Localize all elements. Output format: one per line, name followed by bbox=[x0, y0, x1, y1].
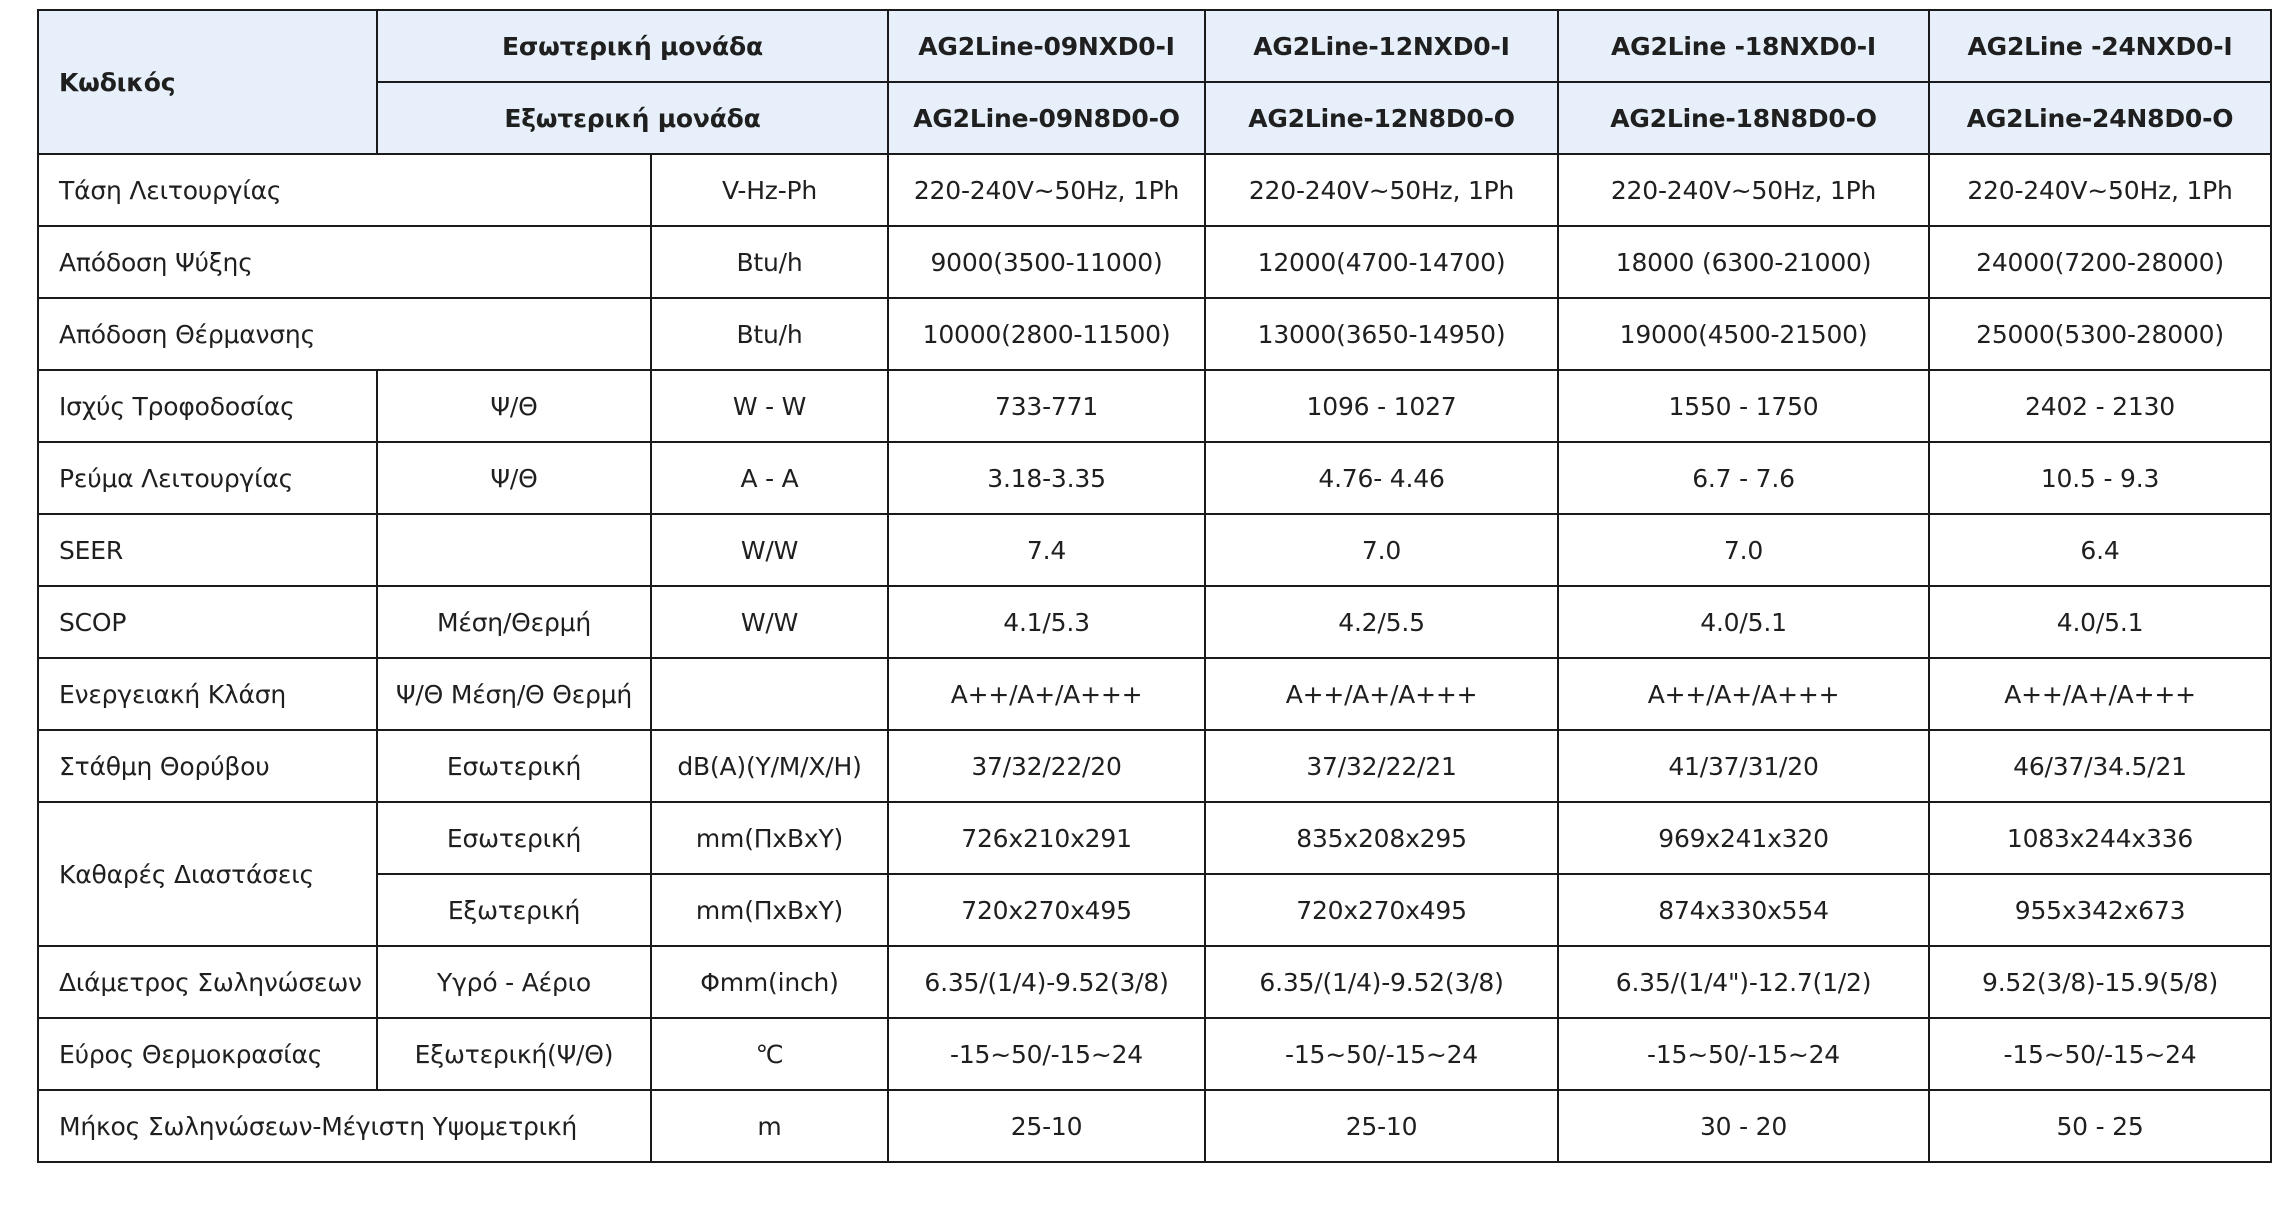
value-cell: A++/A+/A+++ bbox=[1558, 658, 1929, 730]
row-label: Καθαρές Διαστάσεις bbox=[38, 802, 377, 946]
unit-cell: m bbox=[651, 1090, 888, 1162]
value-cell: 4.2/5.5 bbox=[1205, 586, 1558, 658]
value-cell: -15~50/-15~24 bbox=[1558, 1018, 1929, 1090]
value-cell: 4.1/5.3 bbox=[888, 586, 1205, 658]
value-cell: 4.0/5.1 bbox=[1558, 586, 1929, 658]
row-label: Τάση Λειτουργίας bbox=[38, 154, 651, 226]
value-cell: 220-240V~50Hz, 1Ph bbox=[1929, 154, 2271, 226]
value-cell: 220-240V~50Hz, 1Ph bbox=[1558, 154, 1929, 226]
table-row bbox=[38, 730, 2271, 802]
unit-cell: mm(ΠxΒxΥ) bbox=[651, 802, 888, 874]
unit-cell bbox=[651, 658, 888, 730]
specifications-table bbox=[37, 9, 2272, 1163]
unit-cell: ℃ bbox=[651, 1018, 888, 1090]
indoor-model-cell: AG2Line -18NXD0-I bbox=[1558, 10, 1929, 82]
table-row bbox=[38, 658, 2271, 730]
unit-cell: mm(ΠxΒxΥ) bbox=[651, 874, 888, 946]
value-cell: 6.4 bbox=[1929, 514, 2271, 586]
table-row bbox=[38, 226, 2271, 298]
indoor-unit-header: Εσωτερική μονάδα bbox=[377, 10, 888, 82]
value-cell: 37/32/22/20 bbox=[888, 730, 1205, 802]
value-cell: 7.0 bbox=[1558, 514, 1929, 586]
outdoor-model-cell: AG2Line-18N8D0-O bbox=[1558, 82, 1929, 154]
outdoor-model-cell: AG2Line-12N8D0-O bbox=[1205, 82, 1558, 154]
value-cell: -15~50/-15~24 bbox=[1205, 1018, 1558, 1090]
sub-label-cell: Εσωτερική bbox=[377, 802, 651, 874]
table-row bbox=[38, 370, 2271, 442]
table-row bbox=[38, 154, 2271, 226]
value-cell: 4.0/5.1 bbox=[1929, 586, 2271, 658]
row-label: Διάμετρος Σωληνώσεων bbox=[38, 946, 377, 1018]
sub-label-cell: Εξωτερική(Ψ/Θ) bbox=[377, 1018, 651, 1090]
value-cell: 13000(3650-14950) bbox=[1205, 298, 1558, 370]
unit-cell: W/W bbox=[651, 514, 888, 586]
value-cell: 1550 - 1750 bbox=[1558, 370, 1929, 442]
unit-cell: W - W bbox=[651, 370, 888, 442]
row-label: Απόδοση Θέρμανσης bbox=[38, 298, 651, 370]
header-row-indoor bbox=[38, 10, 2271, 82]
value-cell: 7.4 bbox=[888, 514, 1205, 586]
value-cell: 3.18-3.35 bbox=[888, 442, 1205, 514]
unit-cell: A - A bbox=[651, 442, 888, 514]
unit-cell: Btu/h bbox=[651, 298, 888, 370]
value-cell: -15~50/-15~24 bbox=[888, 1018, 1205, 1090]
value-cell: 4.76- 4.46 bbox=[1205, 442, 1558, 514]
value-cell: 18000 (6300-21000) bbox=[1558, 226, 1929, 298]
code-header: Κωδικός bbox=[38, 10, 377, 154]
unit-cell: W/W bbox=[651, 586, 888, 658]
value-cell: 2402 - 2130 bbox=[1929, 370, 2271, 442]
sub-label-cell: Μέση/Θερμή bbox=[377, 586, 651, 658]
table-row bbox=[38, 802, 2271, 874]
value-cell: 30 - 20 bbox=[1558, 1090, 1929, 1162]
value-cell: 955x342x673 bbox=[1929, 874, 2271, 946]
sub-label-cell: Ψ/Θ bbox=[377, 442, 651, 514]
table-row bbox=[38, 298, 2271, 370]
value-cell: -15~50/-15~24 bbox=[1929, 1018, 2271, 1090]
table-row bbox=[38, 946, 2271, 1018]
table-row bbox=[38, 514, 2271, 586]
value-cell: A++/A+/A+++ bbox=[1205, 658, 1558, 730]
sub-label-cell bbox=[377, 514, 651, 586]
row-label: Στάθμη Θορύβου bbox=[38, 730, 377, 802]
value-cell: 7.0 bbox=[1205, 514, 1558, 586]
value-cell: 220-240V~50Hz, 1Ph bbox=[888, 154, 1205, 226]
sub-label-cell: Ψ/Θ bbox=[377, 370, 651, 442]
row-label: Μήκος Σωληνώσεων-Μέγιστη Υψομετρική bbox=[38, 1090, 651, 1162]
value-cell: 25-10 bbox=[888, 1090, 1205, 1162]
value-cell: 220-240V~50Hz, 1Ph bbox=[1205, 154, 1558, 226]
row-label: SEER bbox=[38, 514, 377, 586]
row-label: SCOP bbox=[38, 586, 377, 658]
table-row bbox=[38, 1018, 2271, 1090]
indoor-model-cell: AG2Line-09NXD0-I bbox=[888, 10, 1205, 82]
value-cell: 6.35/(1/4)-9.52(3/8) bbox=[888, 946, 1205, 1018]
value-cell: 874x330x554 bbox=[1558, 874, 1929, 946]
value-cell: 1096 - 1027 bbox=[1205, 370, 1558, 442]
value-cell: 733-771 bbox=[888, 370, 1205, 442]
value-cell: 720x270x495 bbox=[888, 874, 1205, 946]
value-cell: 835x208x295 bbox=[1205, 802, 1558, 874]
value-cell: 969x241x320 bbox=[1558, 802, 1929, 874]
sub-label-cell: Υγρό - Αέριο bbox=[377, 946, 651, 1018]
table-row bbox=[38, 442, 2271, 514]
value-cell: 6.35/(1/4)-9.52(3/8) bbox=[1205, 946, 1558, 1018]
value-cell: 9.52(3/8)-15.9(5/8) bbox=[1929, 946, 2271, 1018]
sub-label-cell: Ψ/Θ Μέση/Θ Θερμή bbox=[377, 658, 651, 730]
value-cell: 24000(7200-28000) bbox=[1929, 226, 2271, 298]
outdoor-model-cell: AG2Line-24N8D0-O bbox=[1929, 82, 2271, 154]
row-label: Ισχύς Τροφοδοσίας bbox=[38, 370, 377, 442]
unit-cell: V-Hz-Ph bbox=[651, 154, 888, 226]
row-label: Εύρος Θερμοκρασίας bbox=[38, 1018, 377, 1090]
value-cell: 37/32/22/21 bbox=[1205, 730, 1558, 802]
indoor-model-cell: AG2Line-12NXD0-I bbox=[1205, 10, 1558, 82]
unit-cell: Btu/h bbox=[651, 226, 888, 298]
value-cell: 1083x244x336 bbox=[1929, 802, 2271, 874]
value-cell: 12000(4700-14700) bbox=[1205, 226, 1558, 298]
table-row bbox=[38, 1090, 2271, 1162]
value-cell: 19000(4500-21500) bbox=[1558, 298, 1929, 370]
unit-cell: Φmm(inch) bbox=[651, 946, 888, 1018]
value-cell: 6.35/(1/4")-12.7(1/2) bbox=[1558, 946, 1929, 1018]
row-label: Απόδοση Ψύξης bbox=[38, 226, 651, 298]
value-cell: 9000(3500-11000) bbox=[888, 226, 1205, 298]
sub-label-cell: Εσωτερική bbox=[377, 730, 651, 802]
value-cell: 10000(2800-11500) bbox=[888, 298, 1205, 370]
row-label: Ενεργειακή Κλάση bbox=[38, 658, 377, 730]
value-cell: 726x210x291 bbox=[888, 802, 1205, 874]
value-cell: 25-10 bbox=[1205, 1090, 1558, 1162]
table-row bbox=[38, 586, 2271, 658]
outdoor-unit-header: Εξωτερική μονάδα bbox=[377, 82, 888, 154]
value-cell: 41/37/31/20 bbox=[1558, 730, 1929, 802]
value-cell: A++/A+/A+++ bbox=[888, 658, 1205, 730]
value-cell: A++/A+/A+++ bbox=[1929, 658, 2271, 730]
indoor-model-cell: AG2Line -24NXD0-I bbox=[1929, 10, 2271, 82]
sub-label-cell: Εξωτερική bbox=[377, 874, 651, 946]
value-cell: 46/37/34.5/21 bbox=[1929, 730, 2271, 802]
value-cell: 6.7 - 7.6 bbox=[1558, 442, 1929, 514]
value-cell: 50 - 25 bbox=[1929, 1090, 2271, 1162]
value-cell: 10.5 - 9.3 bbox=[1929, 442, 2271, 514]
outdoor-model-cell: AG2Line-09N8D0-O bbox=[888, 82, 1205, 154]
unit-cell: dB(A)(Y/M/X/H) bbox=[651, 730, 888, 802]
row-label: Ρεύμα Λειτουργίας bbox=[38, 442, 377, 514]
value-cell: 25000(5300-28000) bbox=[1929, 298, 2271, 370]
value-cell: 720x270x495 bbox=[1205, 874, 1558, 946]
